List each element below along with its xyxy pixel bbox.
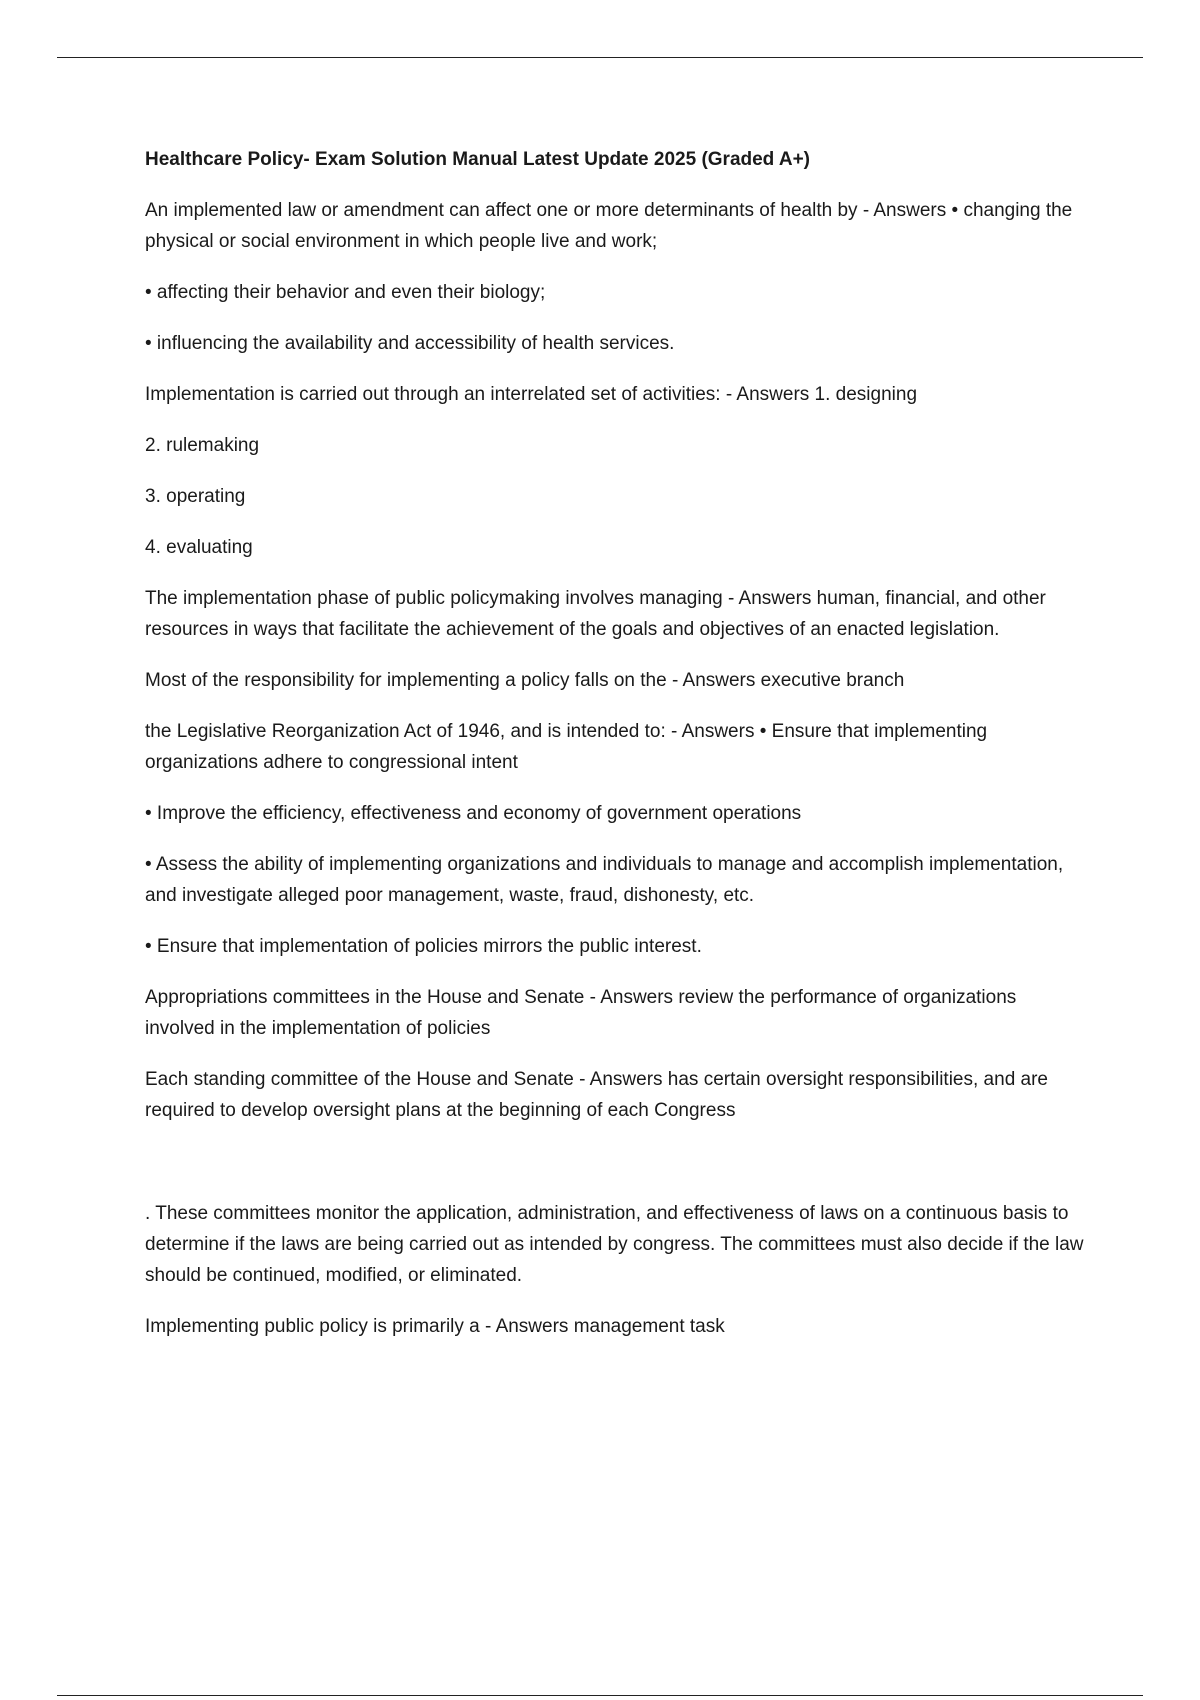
bullet-behavior: • affecting their behavior and even their biology;: [145, 282, 546, 303]
paragraph-management-task: Implementing public policy is primarily a - Answers management task: [145, 1316, 725, 1337]
paragraph-standing-committee: Each standing committee of the House and Senate - Answers has certain oversight responsibilities, and are required to develop oversight plans at the beginning of each Congress: [145, 1069, 1049, 1121]
paragraph-appropriations: Appropriations committees in the House and Senate - Answers review the performance of organizations involved in the implementation of policies: [145, 987, 1017, 1039]
document-body: [145, 145, 1085, 1362]
bullet-availability: • influencing the availability and accessibility of health services.: [145, 333, 675, 354]
paragraph-activities: Implementation is carried out through an interrelated set of activities: - Answers 1. designing: [145, 384, 918, 405]
bullet-efficiency: • Improve the efficiency, effectiveness and economy of government operations: [145, 803, 802, 824]
paragraph-determinants: An implemented law or amendment can affect one or more determinants of health by - Answers • changing the physical or social environment in which people live and work;: [145, 200, 1073, 252]
list-item-evaluating: 4. evaluating: [145, 537, 253, 558]
paragraph-implementation-phase: The implementation phase of public policymaking involves managing - Answers human, financial, and other resources in ways that facilitate the achievement of the goals and objectives of an enacted legislation.: [145, 588, 1046, 640]
list-item-operating: 3. operating: [145, 486, 246, 507]
paragraph-committees-monitor: . These committees monitor the application, administration, and effectiveness of laws on a continuous basis to determine if the laws are being carried out as intended by congress. The committees must also decide if the law should be continued, modified, or eliminated.: [145, 1203, 1084, 1286]
top-rule: [57, 57, 1143, 58]
paragraph-reorganization-act: the Legislative Reorganization Act of 1946, and is intended to: - Answers • Ensure that implementing organizations adhere to congressional intent: [145, 721, 988, 773]
list-item-rulemaking: 2. rulemaking: [145, 435, 260, 456]
bullet-public-interest: • Ensure that implementation of policies mirrors the public interest.: [145, 936, 702, 957]
paragraph-responsibility: Most of the responsibility for implementing a policy falls on the - Answers executive branch: [145, 670, 905, 691]
bullet-assess: • Assess the ability of implementing organizations and individuals to manage and accomplish implementation, and investigate alleged poor management, waste, fraud, dishonesty, etc.: [145, 854, 1064, 906]
section-gap: [145, 1146, 1085, 1198]
document-title: Healthcare Policy- Exam Solution Manual Latest Update 2025 (Graded A+): [145, 149, 811, 170]
bottom-rule: [57, 1695, 1143, 1696]
